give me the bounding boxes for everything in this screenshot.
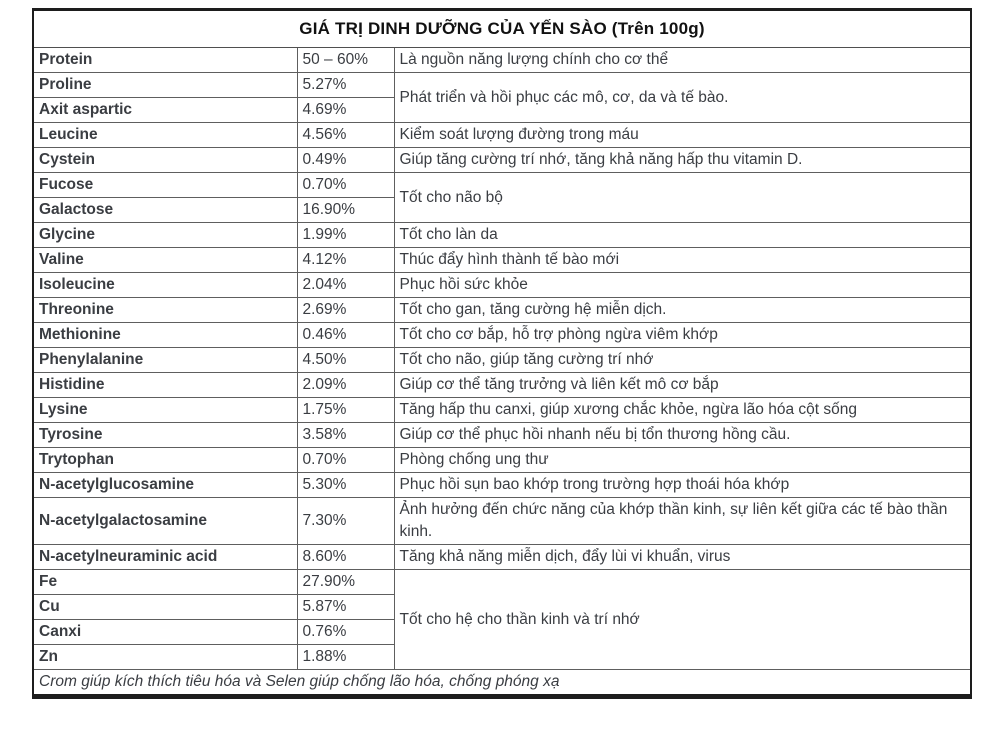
table-row (33, 448, 971, 473)
nutrient-value: 50 – 60% (297, 48, 394, 73)
nutrient-name: Threonine (33, 298, 297, 323)
nutrient-description: Kiểm soát lượng đường trong máu (394, 123, 971, 148)
nutrient-description: Tốt cho cơ bắp, hỗ trợ phòng ngừa viêm khớp (394, 323, 971, 348)
nutrient-value: 2.69% (297, 298, 394, 323)
nutrient-name: N-acetylneuraminic acid (33, 545, 297, 570)
nutrient-name: Tyrosine (33, 423, 297, 448)
nutrient-description: Giúp cơ thể phục hồi nhanh nếu bị tổn thương hồng cầu. (394, 423, 971, 448)
nutrient-value: 5.27% (297, 73, 394, 98)
nutrient-description: Giúp cơ thể tăng trưởng và liên kết mô cơ bắp (394, 373, 971, 398)
table-row (33, 398, 971, 423)
nutrient-description: Tốt cho làn da (394, 223, 971, 248)
nutrient-name: Lysine (33, 398, 297, 423)
nutrient-name: Glycine (33, 223, 297, 248)
table-row (33, 273, 971, 298)
nutrient-description: Phòng chống ung thư (394, 448, 971, 473)
nutrient-description: Tốt cho gan, tăng cường hệ miễn dịch. (394, 298, 971, 323)
table-row (33, 348, 971, 373)
nutrient-description: Phát triển và hồi phục các mô, cơ, da và tế bào. (394, 73, 971, 123)
nutrient-value: 1.88% (297, 645, 394, 670)
nutrient-name: Protein (33, 48, 297, 73)
nutrient-description: Ảnh hưởng đến chức năng của khớp thần kinh, sự liên kết giữa các tế bào thần kinh. (394, 498, 971, 545)
table-row (33, 473, 971, 498)
nutrient-value: 0.49% (297, 148, 394, 173)
nutrient-description: Tốt cho não, giúp tăng cường trí nhớ (394, 348, 971, 373)
table-footer (33, 670, 971, 697)
nutrient-value: 4.56% (297, 123, 394, 148)
table-body (33, 48, 971, 670)
nutrient-name: N-acetylgalactosamine (33, 498, 297, 545)
nutrient-value: 0.70% (297, 448, 394, 473)
table-row (33, 570, 971, 595)
nutrient-description: Tốt cho não bộ (394, 173, 971, 223)
nutrient-name: Axit aspartic (33, 98, 297, 123)
table-row (33, 73, 971, 98)
nutrient-value: 5.87% (297, 595, 394, 620)
nutrient-value: 1.99% (297, 223, 394, 248)
table-row (33, 298, 971, 323)
nutrient-name: Fucose (33, 173, 297, 198)
title-row (33, 10, 971, 48)
nutrient-name: Fe (33, 570, 297, 595)
table-row (33, 123, 971, 148)
table-row (33, 248, 971, 273)
nutrient-value: 0.76% (297, 620, 394, 645)
nutrient-name: Cu (33, 595, 297, 620)
table-row (33, 498, 971, 545)
nutrient-name: Trytophan (33, 448, 297, 473)
nutrient-name: Methionine (33, 323, 297, 348)
footer-row (33, 670, 971, 697)
nutrient-description: Giúp tăng cường trí nhớ, tăng khả năng hấp thu vitamin D. (394, 148, 971, 173)
table-row (33, 545, 971, 570)
nutrient-description: Thúc đẩy hình thành tế bào mới (394, 248, 971, 273)
nutrient-value: 5.30% (297, 473, 394, 498)
nutrient-name: Cystein (33, 148, 297, 173)
table-row (33, 223, 971, 248)
table-row (33, 48, 971, 73)
nutrient-value: 4.12% (297, 248, 394, 273)
nutrient-name: Histidine (33, 373, 297, 398)
nutrient-name: Proline (33, 73, 297, 98)
nutrient-name: Phenylalanine (33, 348, 297, 373)
nutrient-value: 0.70% (297, 173, 394, 198)
table-row (33, 173, 971, 198)
nutrient-description: Phục hồi sức khỏe (394, 273, 971, 298)
nutrient-description: Tăng hấp thu canxi, giúp xương chắc khỏe, ngừa lão hóa cột sống (394, 398, 971, 423)
nutrient-value: 27.90% (297, 570, 394, 595)
table-row (33, 423, 971, 448)
footer-note: Crom giúp kích thích tiêu hóa và Selen giúp chống lão hóa, chống phóng xạ (33, 670, 971, 697)
table-title: GIÁ TRỊ DINH DƯỠNG CỦA YẾN SÀO (Trên 100g) (33, 10, 971, 48)
nutrient-description: Là nguồn năng lượng chính cho cơ thể (394, 48, 971, 73)
nutrient-value: 0.46% (297, 323, 394, 348)
nutrient-name: Zn (33, 645, 297, 670)
nutrition-table (32, 8, 972, 699)
nutrient-name: Canxi (33, 620, 297, 645)
nutrient-value: 7.30% (297, 498, 394, 545)
nutrient-value: 3.58% (297, 423, 394, 448)
nutrient-name: Galactose (33, 198, 297, 223)
nutrient-value: 4.50% (297, 348, 394, 373)
nutrient-value: 1.75% (297, 398, 394, 423)
table-header (33, 10, 971, 48)
table-row (33, 148, 971, 173)
nutrient-name: N-acetylglucosamine (33, 473, 297, 498)
nutrient-value: 4.69% (297, 98, 394, 123)
nutrient-name: Valine (33, 248, 297, 273)
nutrient-description: Phục hồi sụn bao khớp trong trường hợp thoái hóa khớp (394, 473, 971, 498)
nutrient-description: Tốt cho hệ cho thần kinh và trí nhớ (394, 570, 971, 670)
table-row (33, 373, 971, 398)
nutrient-value: 2.04% (297, 273, 394, 298)
nutrient-value: 16.90% (297, 198, 394, 223)
table-row (33, 323, 971, 348)
nutrient-name: Leucine (33, 123, 297, 148)
nutrient-description: Tăng khả năng miễn dịch, đẩy lùi vi khuẩn, virus (394, 545, 971, 570)
nutrient-value: 8.60% (297, 545, 394, 570)
nutrient-value: 2.09% (297, 373, 394, 398)
nutrient-name: Isoleucine (33, 273, 297, 298)
